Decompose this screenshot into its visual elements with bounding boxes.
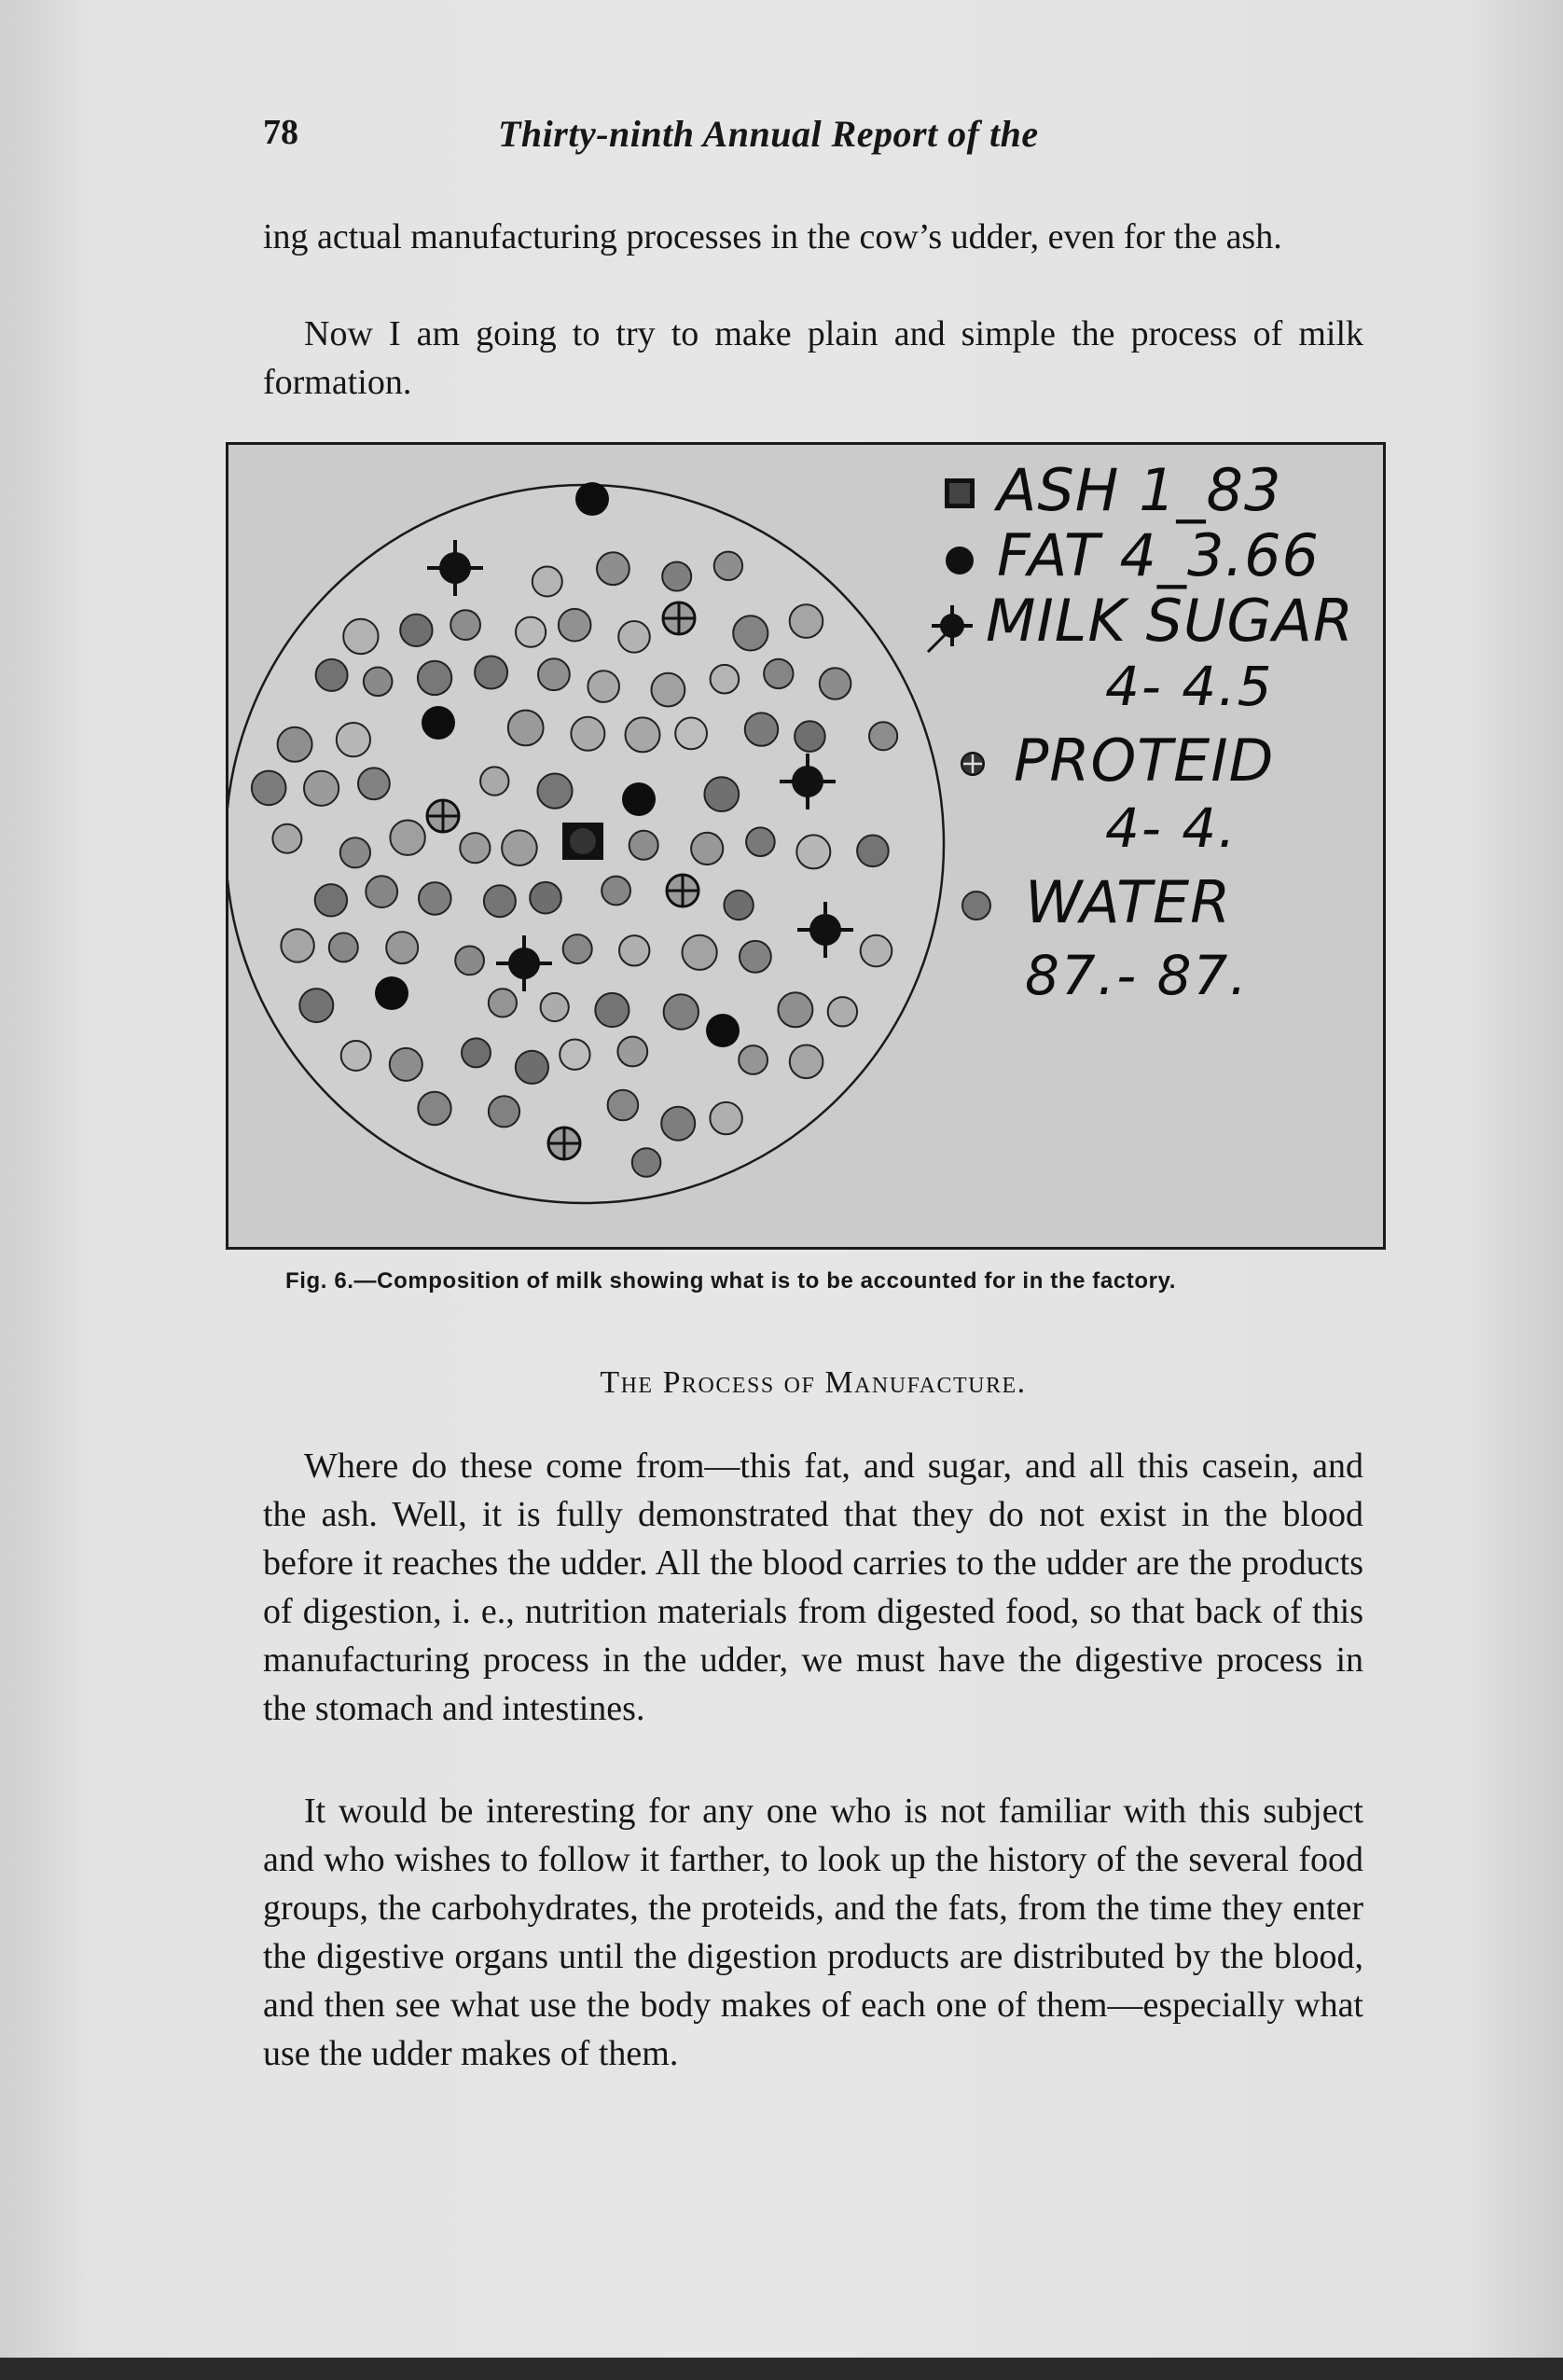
water-globule	[502, 830, 537, 865]
water-globule	[608, 1090, 639, 1121]
section-heading: The Process of Manufacture.	[600, 1365, 1027, 1400]
water-globule	[661, 1107, 695, 1141]
running-header-title: Thirty-ninth Annual Report of the	[498, 113, 1039, 155]
square-dot-icon	[937, 458, 993, 523]
water-globule	[828, 997, 857, 1026]
figure-legend	[937, 458, 1385, 1250]
cross-dot-icon	[952, 728, 1008, 794]
water-globule	[691, 833, 723, 865]
legend-label-fat: FAT 4_3.66	[997, 521, 1321, 589]
water-globule	[341, 1041, 371, 1071]
water-globule	[538, 658, 570, 690]
water-globule	[462, 1038, 491, 1067]
fat-globule	[375, 976, 408, 1010]
proteid-globule	[548, 1128, 580, 1159]
water-globule	[450, 610, 480, 640]
water-globule	[299, 989, 333, 1022]
proteid-globule	[427, 800, 459, 832]
water-globule	[400, 615, 432, 646]
proteid-globule	[663, 602, 695, 634]
water-globule	[364, 668, 393, 697]
water-globule	[597, 552, 629, 585]
water-globule	[455, 947, 484, 976]
water-globule	[304, 771, 339, 806]
water-globule	[272, 824, 301, 853]
water-globule	[632, 1148, 661, 1177]
fat-globule	[575, 482, 609, 516]
fat-globule	[706, 1014, 740, 1047]
water-globule	[418, 1092, 450, 1125]
water-globule	[869, 722, 897, 750]
water-globule	[595, 993, 629, 1027]
running-head	[263, 112, 1363, 164]
water-globule	[475, 657, 507, 689]
water-globule	[588, 671, 619, 702]
water-globule	[252, 771, 286, 806]
water-globule	[714, 552, 742, 580]
water-globule	[820, 668, 851, 699]
water-globule	[724, 891, 753, 920]
water-globule	[618, 621, 650, 653]
water-globule	[602, 877, 630, 906]
water-globule	[533, 567, 562, 597]
water-globule	[571, 717, 604, 751]
filled-dot-icon	[937, 523, 993, 588]
water-globule	[857, 836, 889, 867]
legend-label-milk-sugar: MILK SUGAR	[986, 587, 1354, 655]
water-globule	[516, 617, 546, 647]
water-globule	[489, 1096, 519, 1127]
water-globule	[281, 929, 313, 962]
water-globule	[790, 604, 823, 638]
legend-label-water: WATER	[1025, 868, 1232, 936]
water-globule	[745, 713, 778, 745]
fat-globule	[422, 706, 455, 740]
water-globule	[563, 934, 592, 963]
fat-globule	[622, 782, 656, 816]
water-globule	[746, 827, 775, 856]
water-globule	[652, 673, 685, 707]
water-globule	[861, 935, 892, 967]
paragraph-1: ing actual manufacturing processes in the cow’s udder, even for the ash.	[263, 217, 1282, 256]
water-globule	[626, 717, 660, 752]
water-globule	[390, 1048, 422, 1081]
water-globule	[278, 727, 312, 762]
paragraph-4: It would be interesting for any one who is not familiar with this subject and who wishes to follow it farther, to look up the history of the several food groups, the carbohydrates, the proteids, and the fats, from the time they enter the digestive organs until the digestion products are distributed by the blood, and then see what use the body makes of each one of them—especially what use the udder makes of them.	[263, 1792, 1363, 2073]
water-globule	[664, 994, 699, 1029]
paragraph-2: Now I am going to try to make plain and simple the process of milk formation.	[263, 314, 1363, 402]
page-bottom-edge	[0, 2358, 1563, 2380]
water-globule	[683, 935, 717, 970]
water-globule	[480, 767, 508, 795]
figure-caption: Fig. 6.—Composition of milk showing what is to be accounted for in the factory.	[285, 1268, 1177, 1294]
water-globule	[489, 989, 517, 1017]
legend-value-proteid: 4- 4.	[1105, 796, 1238, 860]
water-globule	[710, 1102, 741, 1134]
water-globule	[711, 665, 740, 694]
water-globule	[764, 659, 793, 688]
water-globule	[739, 1045, 768, 1074]
water-globule	[704, 777, 739, 811]
water-globule	[617, 1037, 647, 1067]
water-globule	[541, 993, 569, 1021]
legend-value-milk-sugar: 4- 4.5	[1105, 655, 1274, 718]
ash-particle	[562, 823, 603, 860]
water-globule	[329, 933, 358, 962]
water-globule	[390, 821, 424, 855]
water-globule	[484, 885, 516, 917]
proteid-globule	[667, 875, 699, 906]
water-globule	[516, 1051, 548, 1084]
water-globule	[460, 833, 490, 863]
water-globule	[530, 882, 561, 914]
water-globule	[508, 711, 544, 746]
paragraph-3: Where do these come from—this fat, and sugar, and all this casein, and the ash. Well, it is fully demonstrated that they do not exist in the blood before it reaches the udder. All the blood carries to the udder are the products of digestion, i. e., nutrition materials from digested food, so that back of this manufacturing process in the udder, we must have the digestive process in the stomach and intestines.	[263, 1446, 1363, 1728]
water-globule	[795, 721, 825, 752]
legend-value-water: 87.- 87.	[1025, 944, 1249, 1007]
water-globule	[619, 935, 649, 965]
water-globule	[740, 941, 771, 973]
water-globule	[675, 718, 707, 750]
legend-label-ash: ASH 1_83	[997, 456, 1282, 524]
water-globule	[537, 774, 572, 809]
water-globule	[560, 1040, 589, 1070]
water-globule	[733, 616, 768, 650]
legend-label-proteid: PROTEID	[1014, 726, 1275, 795]
milk-composition-figure	[226, 442, 1386, 1250]
star-dot-icon	[924, 588, 980, 654]
water-globule	[662, 562, 691, 591]
water-globule	[419, 882, 451, 915]
water-globule	[796, 835, 830, 868]
water-globule	[343, 619, 378, 654]
water-globule	[559, 609, 591, 642]
water-globule	[358, 768, 390, 799]
water-globule	[386, 932, 418, 963]
water-globule	[316, 659, 348, 691]
water-globule	[790, 1045, 823, 1079]
water-globule	[340, 837, 370, 867]
water-globule	[778, 992, 812, 1027]
page-number: 78	[263, 113, 298, 152]
water-globule	[337, 723, 370, 756]
water-globule	[366, 876, 397, 907]
water-globule	[315, 884, 347, 916]
water-globule	[418, 661, 451, 695]
gray-dot-icon	[956, 870, 1012, 935]
water-globule	[629, 831, 658, 860]
